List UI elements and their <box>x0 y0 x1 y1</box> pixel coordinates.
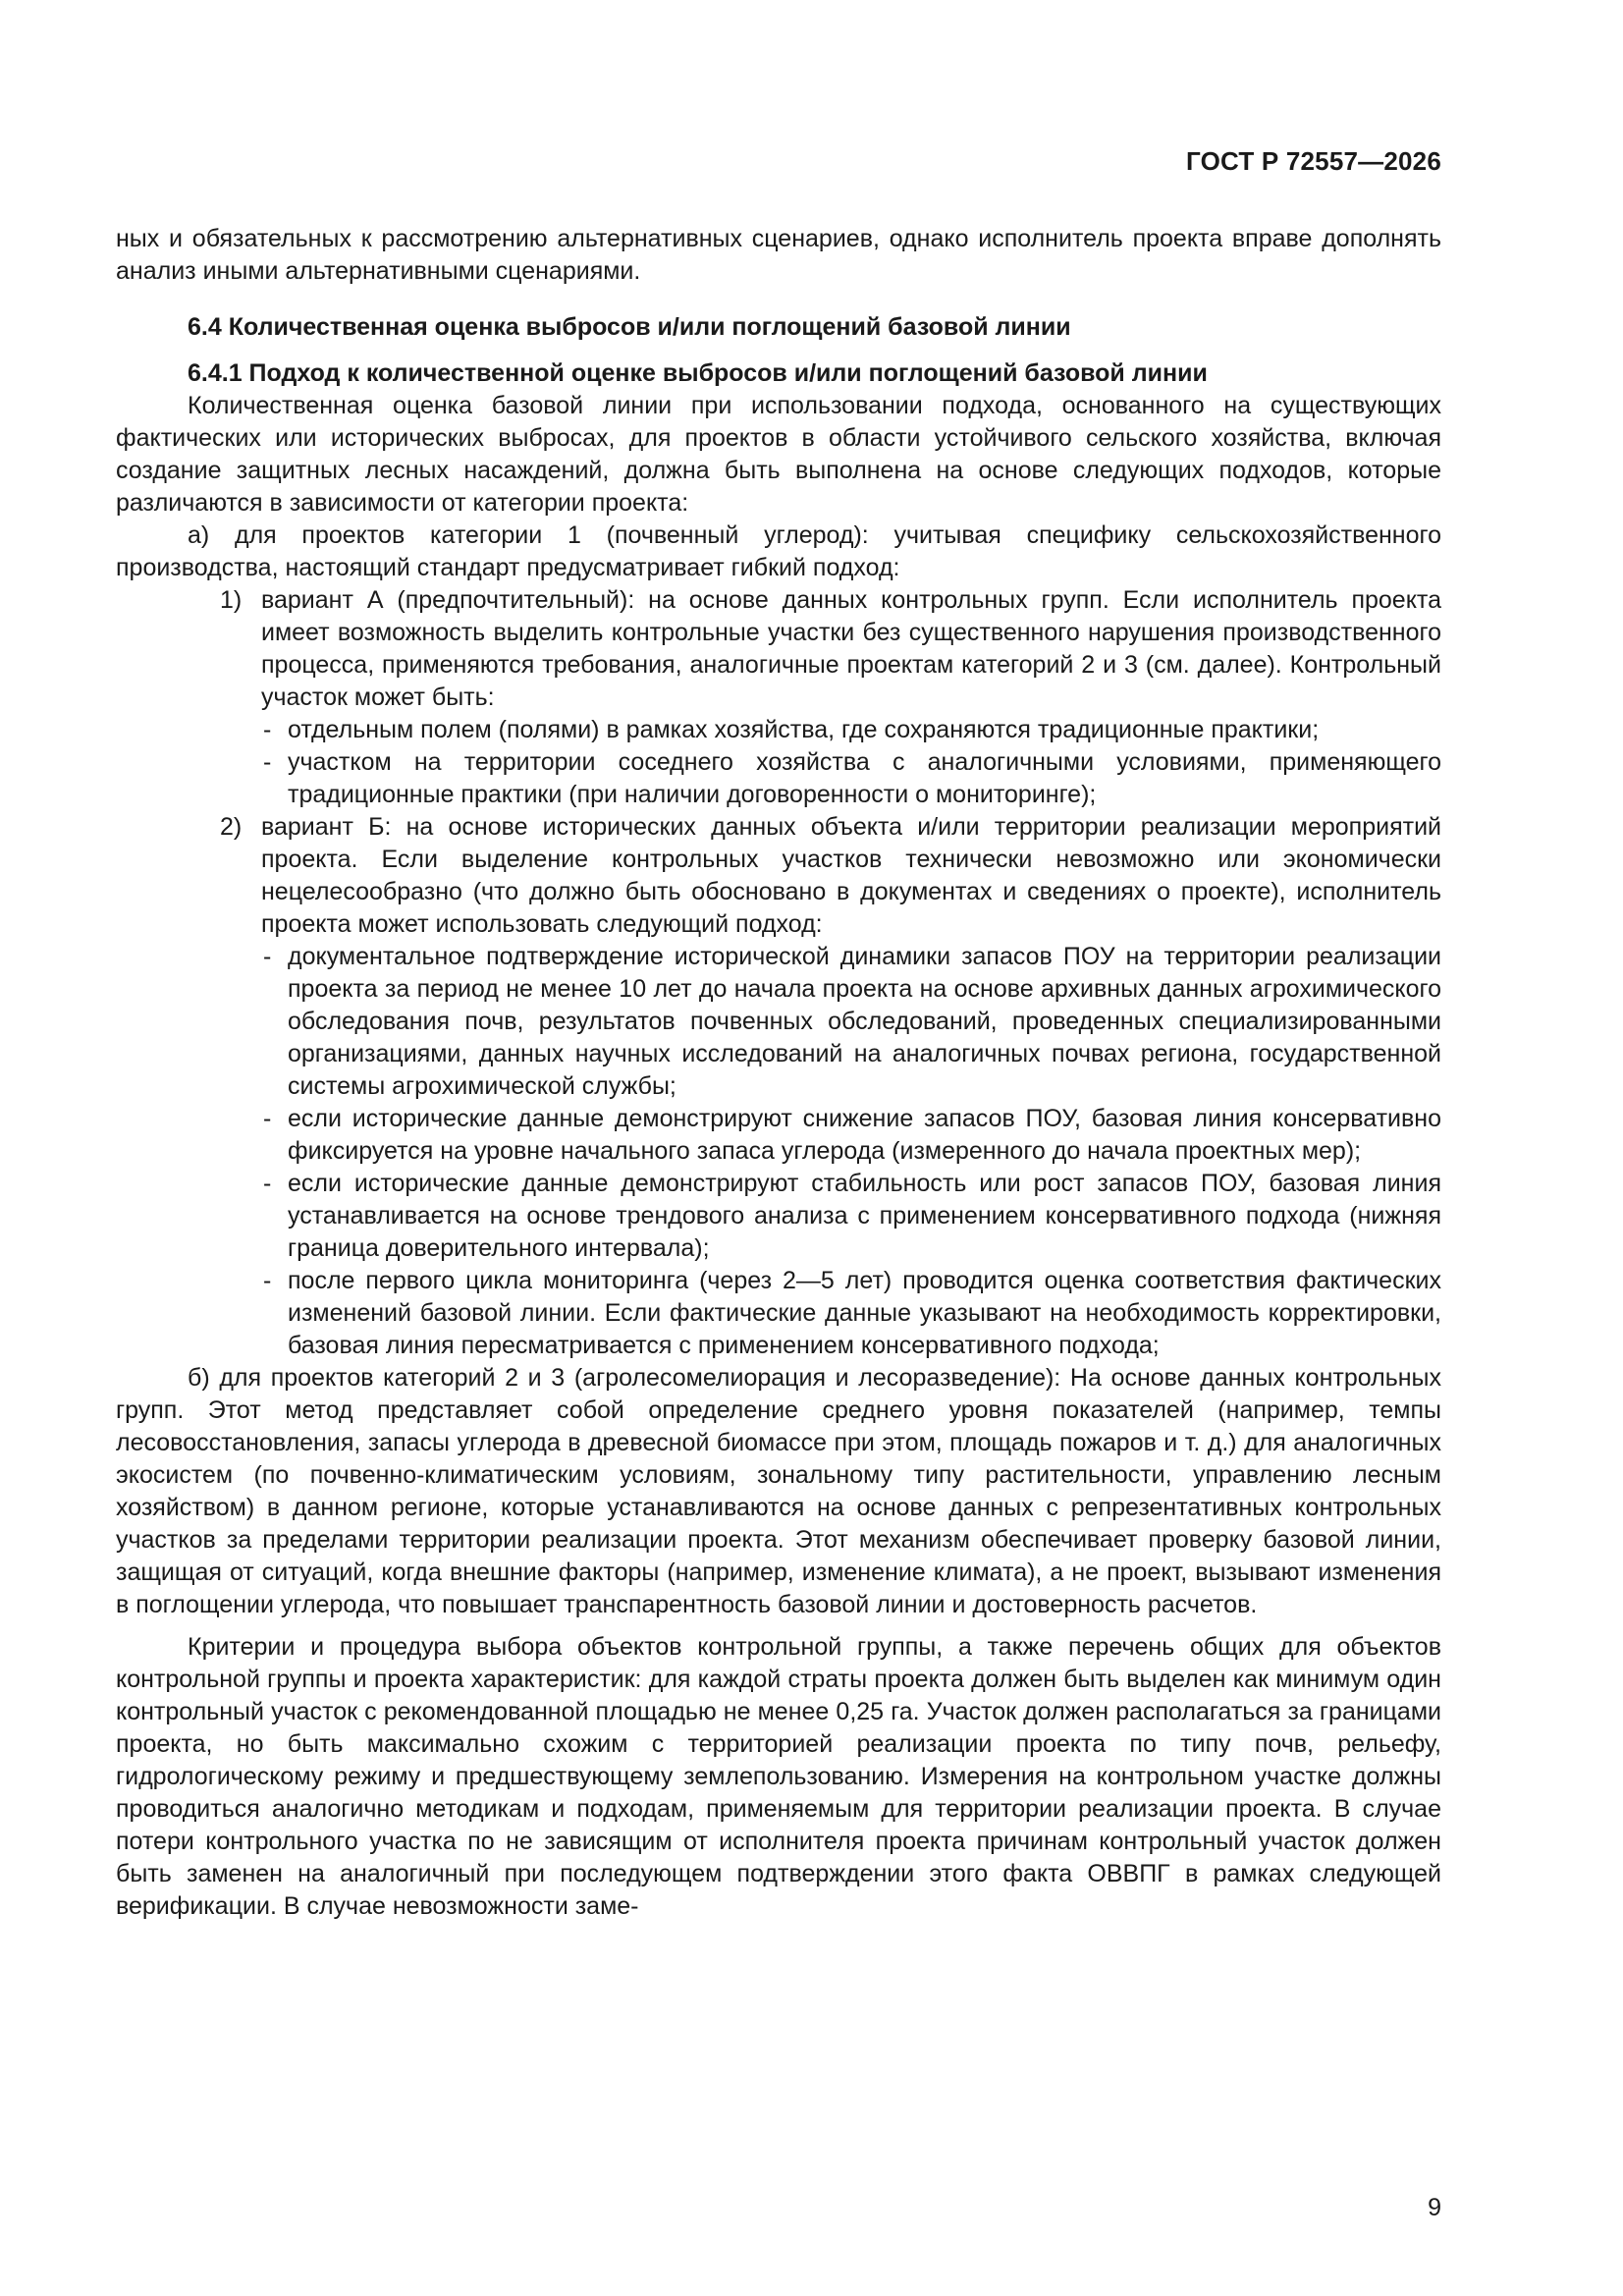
page-number: 9 <box>1428 2194 1441 2221</box>
dash-item-text: если исторические данные демонстрируют снижение запасов ПОУ, базовая линия консервативно фиксируется на уровне начального запаса углерода (измеренного до начала проектных мер); <box>288 1105 1441 1165</box>
dash-item-text: участком на территории соседнего хозяйства с аналогичными условиями, применяющего традиционные практики (при наличии договоренности о мониторинге); <box>288 748 1441 808</box>
numbered-item-1 <box>116 584 1441 714</box>
dash-mark: - <box>263 716 272 743</box>
dash-mark: - <box>263 1105 272 1132</box>
list-item-a: а) для проектов категории 1 (почвенный углерод): учитывая специфику сельскохозяйственного производства, настоящий стандарт предусматривает гибкий подход: <box>116 521 1441 581</box>
dash-item <box>116 941 1441 1103</box>
dash-item <box>116 1168 1441 1265</box>
dash-mark: - <box>263 748 272 776</box>
intro-paragraph: ных и обязательных к рассмотрению альтернативных сценариев, однако исполнитель проекта вправе дополнять анализ иными альтернативными сценариями. <box>116 225 1441 285</box>
criteria-paragraph: Критерии и процедура выбора объектов контрольной группы, а также перечень общих для объектов контрольной группы и проекта характеристик: для каждой страты проекта должен быть выделен как минимум один контрольный участок с рекомендованной площадью не менее 0,25 га. Участок должен располагаться за границами проекта, но быть максимально схожим с территорией реализации проекта по типу почв, рельефу, гидрологическому режиму и предшествующему землепользованию. Измерения на контрольном участке должны проводиться аналогично методикам и подходам, применяемым для территории реализации проекта. В случае потери контрольного участка по не зависящим от исполнителя проекта причинам контрольный участок должен быть заменен на аналогичный при последующем подтверждении этого факта ОВВПГ в рамках следующей верификации. В случае невозможности заме- <box>116 1633 1441 1920</box>
list-item-b: б) для проектов категорий 2 и 3 (агролесомелиорация и лесоразведение): На основе данных контрольных групп. Этот метод представляет собой определение среднего уровня показателей (например, темпы лесовосстановления, запасы углерода в древесной биомассе при этом, площадь пожаров и т. д.) для аналогичных экосистем (по почвенно-климатическим условиям, зональному типу растительности, управлению лесным хозяйством) в данном регионе, которые устанавливаются на основе данных с репрезентативных контрольных участков за пределами территории реализации проекта. Этот механизм обеспечивает проверку базовой линии, защищая от ситуаций, когда внешние факторы (например, изменение климата), а не проект, вызывают изменения в поглощении углерода, что повышает транспарентность базовой линии и достоверность расчетов. <box>116 1364 1441 1618</box>
dash-mark: - <box>263 1170 272 1197</box>
numbered-item-1-text: вариант А (предпочтительный): на основе данных контрольных групп. Если исполнитель проекта имеет возможность выделить контрольные участки без существенного нарушения производственного процесса, применяются требования, аналогичные проектам категорий 2 и 3 (см. далее). Контрольный участок может быть: <box>261 586 1441 711</box>
dash-item <box>116 1103 1441 1168</box>
dash-item-text: документальное подтверждение исторической динамики запасов ПОУ на территории реализации проекта за период не менее 10 лет до начала проекта на основе архивных данных агрохимического обследования почв, результатов почвенных обследований, проведенных специализированными организациями, данных научных исследований на аналогичных почвах региона, государственной системы агрохимической службы; <box>288 943 1441 1100</box>
main-paragraph: Количественная оценка базовой линии при использовании подхода, основанного на существующих фактических или исторических выбросах, для проектов в области устойчивого сельского хозяйства, включая создание защитных лесных насаждений, должна быть выполнена на основе следующих подходов, которые различаются в зависимости от категории проекта: <box>116 392 1441 517</box>
document-body <box>116 223 1441 1923</box>
dash-item <box>116 714 1441 746</box>
numbered-item-2-label: 2) <box>220 813 243 841</box>
dash-item-text: после первого цикла мониторинга (через 2—5 лет) проводится оценка соответствия фактических изменений базовой линии. Если фактические данные указывают на необходимость корректировки, базовая линия пересматривается с применением консервативного подхода; <box>288 1267 1441 1359</box>
dash-mark: - <box>263 1267 272 1294</box>
dash-item-text: отдельным полем (полями) в рамках хозяйства, где сохраняются традиционные практики; <box>288 716 1320 743</box>
numbered-item-1-label: 1) <box>220 586 243 614</box>
document-page <box>116 0 1441 2296</box>
dash-item <box>116 1265 1441 1362</box>
section-heading-6-4: 6.4 Количественная оценка выбросов и/или поглощений базовой линии <box>188 313 1071 341</box>
dash-item <box>116 746 1441 811</box>
dash-mark: - <box>263 943 272 970</box>
numbered-item-2-text: вариант Б: на основе исторических данных объекта и/или территории реализации мероприятий проекта. Если выделение контрольных участков технически невозможно или экономически нецелесообразно (что должно быть обосновано в документах и сведениях о проекте), исполнитель проекта может использовать следующий подход: <box>261 813 1441 938</box>
dash-item-text: если исторические данные демонстрируют стабильность или рост запасов ПОУ, базовая линия устанавливается на основе трендового анализа с применением консервативного подхода (нижняя граница доверительного интервала); <box>288 1170 1441 1262</box>
standard-number: ГОСТ Р 72557—2026 <box>1186 146 1441 176</box>
numbered-item-2 <box>116 811 1441 941</box>
section-heading-6-4-1: 6.4.1 Подход к количественной оценке выбросов и/или поглощений базовой линии <box>188 359 1208 387</box>
